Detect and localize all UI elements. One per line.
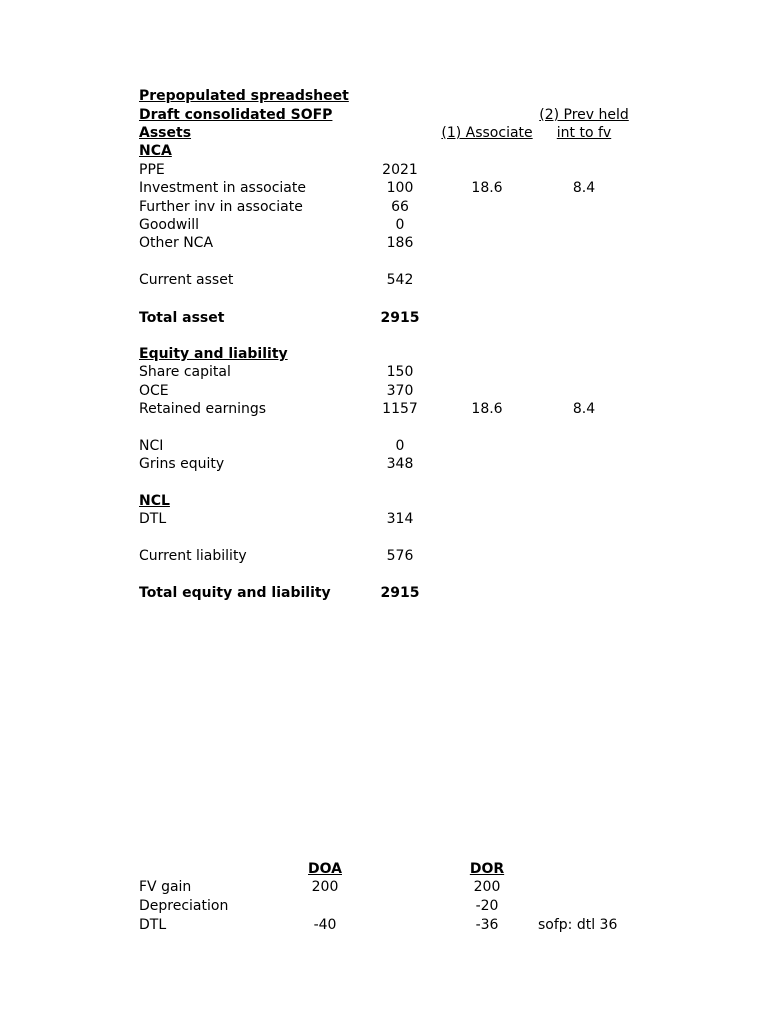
row-adj1: 18.6 bbox=[471, 401, 503, 417]
row-label: Share capital bbox=[139, 364, 231, 380]
nci-value: 0 bbox=[395, 438, 405, 454]
grins-equity-value: 348 bbox=[386, 456, 414, 472]
row-value: 100 bbox=[386, 180, 414, 196]
working-row-dor: -20 bbox=[475, 898, 499, 914]
col1-header: (1) Associate bbox=[441, 125, 533, 141]
working-row-label: DTL bbox=[139, 917, 167, 933]
dtl-value: 314 bbox=[386, 511, 414, 527]
row-value: 370 bbox=[386, 383, 414, 399]
row-value: 150 bbox=[386, 364, 414, 380]
ncl-heading: NCL bbox=[139, 493, 170, 509]
equity-heading: Equity and liability bbox=[139, 346, 288, 362]
row-label: Goodwill bbox=[139, 217, 199, 233]
total-asset-label: Total asset bbox=[139, 310, 225, 326]
working-row-label: FV gain bbox=[139, 879, 192, 895]
grins-equity-label: Grins equity bbox=[139, 456, 225, 472]
working-row-doa: -40 bbox=[313, 917, 337, 933]
col2-header-line2: int to fv bbox=[556, 125, 612, 141]
row-label: Other NCA bbox=[139, 235, 214, 251]
doa-header: DOA bbox=[308, 861, 342, 877]
working-row-label: Depreciation bbox=[139, 898, 229, 914]
row-adj1: 18.6 bbox=[471, 180, 503, 196]
total-equity-liability-value: 2915 bbox=[380, 585, 420, 601]
dtl-label: DTL bbox=[139, 511, 167, 527]
current-liability-value: 576 bbox=[386, 548, 414, 564]
working-row-dor: -36 bbox=[475, 917, 499, 933]
assets-heading: Assets bbox=[139, 125, 192, 141]
row-label: Investment in associate bbox=[139, 180, 306, 196]
working-row-note: sofp: dtl 36 bbox=[538, 917, 618, 933]
working-row-doa: 200 bbox=[311, 879, 339, 895]
total-asset-value: 2915 bbox=[380, 310, 420, 326]
working-row-dor: 200 bbox=[473, 879, 501, 895]
row-adj2: 8.4 bbox=[572, 180, 596, 196]
row-value: 2021 bbox=[382, 162, 418, 178]
row-value: 66 bbox=[391, 199, 409, 215]
current-asset-label: Current asset bbox=[139, 272, 234, 288]
col2-header-line1: (2) Prev held bbox=[539, 107, 629, 123]
row-label: Further inv in associate bbox=[139, 199, 303, 215]
nci-label: NCI bbox=[139, 438, 164, 454]
total-equity-liability-label: Total equity and liability bbox=[139, 585, 331, 601]
row-adj2: 8.4 bbox=[572, 401, 596, 417]
row-value: 186 bbox=[386, 235, 414, 251]
current-asset-value: 542 bbox=[386, 272, 414, 288]
row-label: Retained earnings bbox=[139, 401, 267, 417]
sheet-subtitle: Draft consolidated SOFP bbox=[139, 107, 333, 123]
row-label: PPE bbox=[139, 162, 165, 178]
current-liability-label: Current liability bbox=[139, 548, 247, 564]
row-value: 1157 bbox=[382, 401, 418, 417]
dor-header: DOR bbox=[469, 861, 505, 877]
row-label: OCE bbox=[139, 383, 169, 399]
row-value: 0 bbox=[395, 217, 405, 233]
sheet-title: Prepopulated spreadsheet bbox=[139, 88, 349, 104]
nca-heading: NCA bbox=[139, 143, 172, 159]
